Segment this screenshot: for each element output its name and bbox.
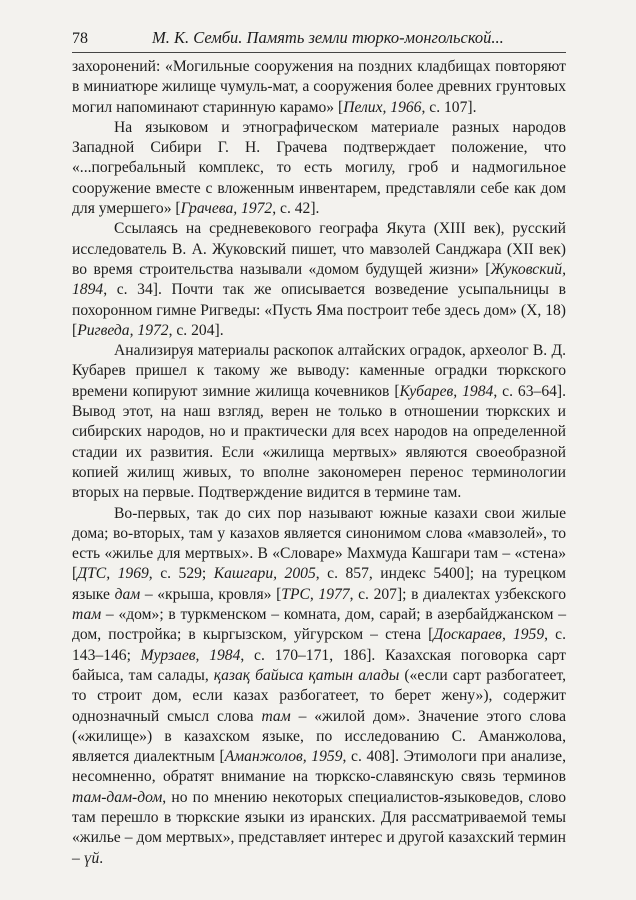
text-run: («если сарт разбогатеет, то строит дом, если казах разбогатеет, то берет жену»), содержит однозначный смысл слова bbox=[72, 666, 566, 725]
italic-run: Аманжолов, 1959 bbox=[224, 748, 343, 766]
italic-run: там-дам-дом bbox=[72, 788, 163, 806]
italic-run: үй bbox=[83, 849, 100, 867]
text-run: , с. 63–64]. Вывод этот, на наш взгляд, верен не только в отношении тюркских и сибирских народов, но и практически для всех народов на определенной стадии их развития. Если «жилища мертвых» являются своеобразной копией жилищ живых, то вполне закономерен перенос терминологии вторых на первые. Подтверждение видится в термине там. bbox=[72, 382, 567, 502]
text-run: , но по мнению некоторых специалистов-языковедов, слово там перешло в тюркские языки из иранских. Для рассматриваемой темы «жилье – дом мертвых», представляет интерес и другой казахский термин – bbox=[72, 788, 566, 867]
text-run: На языковом и этнографическом материале разных народов Западной Сибири Г. Н. Грачева подтверждает положение, что «...погребальный комплекс, то есть могилу, гроб и надмогильное сооружение вместе с вложенным инвентарем, представляли себе как дом для умершего» [ bbox=[72, 118, 566, 218]
paragraph bbox=[72, 57, 566, 118]
paragraph bbox=[72, 341, 566, 503]
text-run: , с. 143–146; bbox=[72, 626, 566, 664]
text-run: , с. 529; bbox=[148, 565, 214, 583]
italic-run: там bbox=[72, 606, 102, 624]
text-run: Во-первых, так до сих пор называют южные казахи свои жилые дома; во-вторых, там у казахов является синонимом слова «мавзолей», то есть «жилье для мертвых». В «Словаре» Махмуда Кашгари там – «стена» [ bbox=[72, 504, 566, 583]
text-run: , с. 204]. bbox=[168, 321, 224, 339]
text-run: Ссылаясь на средневекового географа Якута (XIII век), русский исследователь В. А. Жуковский пишет, что мавзолей Санджара (XII век) во время строительства называли «домом будущей жизни» [ bbox=[72, 220, 566, 278]
paragraph bbox=[72, 219, 566, 341]
running-header bbox=[72, 28, 566, 53]
text-run: , с. 42]. bbox=[272, 200, 320, 218]
text-run: , с. 408]. Этимологи при анализе, несомненно, обратят внимание на тюркско-славянскую связь терминов bbox=[72, 748, 567, 786]
body-text bbox=[72, 57, 566, 869]
italic-run: Кубарев, 1984 bbox=[399, 382, 494, 400]
text-run: , с. 34]. Почти так же описывается возведение усыпальницы в похоронном гимне Ригведы: «Пусть Яма построит тебе здесь дом» (X, 18) [ bbox=[72, 281, 566, 339]
paragraph bbox=[72, 504, 566, 869]
running-head-title: М. К. Сембu. Память земли тюрко-монгольской... bbox=[152, 28, 504, 47]
italic-run: дам bbox=[114, 585, 141, 603]
text-run: , с. 107]. bbox=[421, 98, 477, 116]
italic-run: ДТС, 1969 bbox=[77, 565, 149, 583]
text-run: – «крыша, кровля» [ bbox=[140, 585, 282, 603]
italic-run: Кашгари, 2005 bbox=[213, 565, 316, 583]
italic-run: Мурзаев, 1984 bbox=[140, 646, 241, 664]
text-run: . bbox=[99, 849, 104, 867]
italic-run: Ригведа, 1972 bbox=[77, 321, 169, 339]
paragraph bbox=[72, 118, 566, 219]
italic-run: Жуковский, 1894 bbox=[72, 260, 566, 299]
text-run: – «дом»; в туркменском – комната, дом, сарай; в азербайджанском – дом, постройка; в кыргызском, уйгурском – стена [ bbox=[72, 606, 566, 644]
text-run: захоронений: «Могильные сооружения на поздних кладбищах повторяют в миниатюре жилище чумуль-мат, а сооружения более древних грунтовых могил напоминают старинную карамо» [ bbox=[72, 58, 566, 116]
text-run: , с. 207]; в диалектах узбекского bbox=[349, 585, 566, 603]
italic-run: қазақ байыса қатын алады bbox=[213, 666, 400, 684]
text-run: – «жилой дом». Значение этого слова («жилище») в казахском языке, по исследованию С. Аманжолова, является диалектным [ bbox=[72, 707, 566, 766]
text-run: , с. 857, индекс 5400]; на турецком языке bbox=[72, 565, 567, 603]
italic-run: Грачева, 1972 bbox=[180, 200, 273, 218]
italic-run: Доскараев, 1959 bbox=[433, 626, 545, 644]
italic-run: ТРС, 1977 bbox=[281, 585, 350, 603]
text-run: Анализируя материалы раскопок алтайских оградок, археолог В. Д. Кубарев пришел к такому же выводу: каменные оградки тюркского времени копируют зимние жилища кочевников [ bbox=[72, 342, 566, 400]
page-number: 78 bbox=[72, 30, 88, 47]
italic-run: Пелих, 1966 bbox=[343, 98, 422, 116]
text-run: , с. 170–171, 186]. Казахская поговорка сарт байыса, там салады, bbox=[72, 646, 566, 684]
italic-run: там bbox=[261, 707, 291, 725]
